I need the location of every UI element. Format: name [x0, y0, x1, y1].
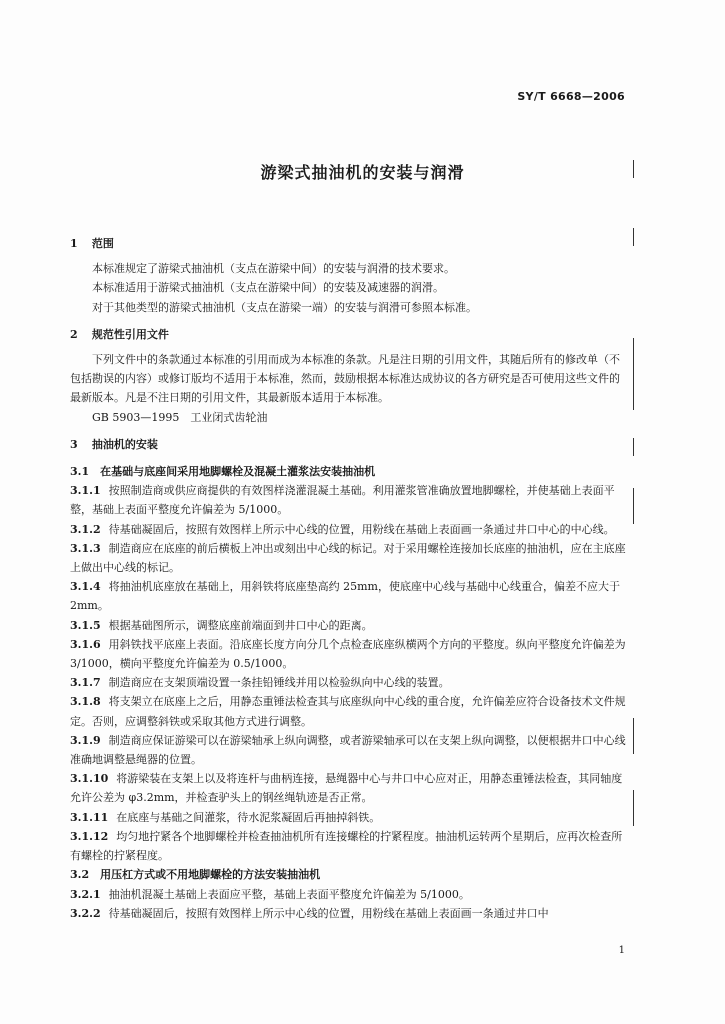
subsection-heading: 3.1 在基础与底座间采用地脚螺栓及混凝土灌浆法安装抽油机 — [70, 465, 376, 479]
standard-code: SY/T 6668—2006 — [517, 90, 625, 103]
clause-text: 待基础凝固后，按照有效图样上所示中心线的位置，用粉线在基础上表面画一条通过井口中 — [108, 906, 549, 920]
clause — [70, 827, 630, 865]
clause — [70, 539, 630, 577]
clause — [70, 904, 630, 923]
clause — [70, 885, 630, 904]
clause-text: 抽油机混凝土基础上表面应平整，基础上表面平整度允许偏差为 5/1000。 — [108, 887, 470, 901]
clause — [70, 616, 630, 635]
revision-bar — [633, 438, 634, 456]
clause — [70, 692, 630, 730]
paragraph: 下列文件中的条款通过本标准的引用而成为本标准的条款。凡是注日期的引用文件，其随后所有的修改单（不包括勘误的内容）或修订版均不适用于本标准，然而，鼓励根据本标准达成协议的各方研究是否可使用这些文件的最新版本。凡是不注日期的引用文件，其最新版本适用于本标准。 — [70, 353, 620, 405]
clause-number: 3.2.2 — [70, 906, 101, 920]
clause-number: 3.1.9 — [70, 733, 101, 747]
clause — [70, 769, 630, 807]
subsection-heading: 3.2 用压杠方式或不用地脚螺栓的方法安装抽油机 — [70, 868, 321, 882]
clause — [70, 577, 630, 615]
clause-text: 制造商应在底座的前后横板上冲出或刻出中心线的标记。对于采用螺栓连接加长底座的抽油机，应在主底座上做出中心线的标记。 — [70, 541, 626, 575]
clause — [70, 731, 630, 769]
clause-number: 3.1.12 — [70, 829, 109, 843]
clause — [70, 635, 630, 673]
clause — [70, 481, 630, 519]
clause-text: 制造商应在支架顶端设置一条挂铅锤线并用以检验纵向中心线的装置。 — [108, 676, 450, 690]
section-heading: 3 抽油机的安装 — [70, 437, 158, 451]
clause-text: 用斜铁找平底座上表面。沿底座长度方向分几个点检查底座纵横两个方向的平整度。纵向平整度允许偏差为 3/1000，横向平整度允许偏差为 0.5/1000。 — [70, 637, 626, 671]
paragraph: 本标准适用于游梁式抽油机（支点在游梁中间）的安装及减速器的润滑。 — [92, 281, 444, 295]
revision-bar — [633, 718, 634, 754]
clause-number: 3.1.7 — [70, 676, 101, 690]
document-title: 游梁式抽油机的安装与润滑 — [260, 163, 465, 182]
clause-number: 3.1.2 — [70, 522, 101, 536]
clause-number: 3.1.11 — [70, 810, 109, 824]
section-heading: 2 规范性引用文件 — [70, 327, 169, 341]
revision-bar — [633, 488, 634, 524]
page-number: 1 — [618, 945, 625, 956]
clause-text: 制造商应保证游梁可以在游梁轴承上纵向调整，或者游梁轴承可以在支架上纵向调整，以便根据井口中心线准确地调整悬绳器的位置。 — [70, 733, 626, 767]
clause — [70, 673, 630, 692]
paragraph: 本标准规定了游梁式抽油机（支点在游梁中间）的安装与润滑的技术要求。 — [92, 262, 455, 276]
clause-number: 3.1.10 — [70, 772, 109, 786]
paragraph: GB 5903—1995 工业闭式齿轮油 — [92, 410, 268, 424]
clause-number: 3.1.4 — [70, 580, 101, 594]
clause-number: 3.1.1 — [70, 484, 101, 498]
paragraph: 对于其他类型的游梁式抽油机（支点在游梁一端）的安装与润滑可参照本标准。 — [92, 300, 477, 314]
clause-number: 3.2.1 — [70, 887, 101, 901]
clause-text: 将抽油机底座放在基础上，用斜铁将底座垫高约 25mm，使底座中心线与基础中心线重合，偏差不应大于 2mm。 — [70, 580, 620, 613]
clause-number: 3.1.8 — [70, 695, 101, 709]
document-body — [70, 234, 630, 923]
revision-bar — [633, 338, 634, 410]
clause-text: 均匀地拧紧各个地脚螺栓并检查抽油机所有连接螺栓的拧紧程度。抽油机运转两个星期后，应再次检查所有螺栓的拧紧程度。 — [70, 829, 623, 863]
revision-bar — [633, 790, 634, 826]
revision-bar — [633, 160, 634, 178]
clause-text: 在底座与基础之间灌浆，待水泥浆凝固后再抽掉斜铁。 — [116, 810, 381, 824]
clause-text: 将游梁装在支架上以及将连杆与曲柄连接，悬绳器中心与井口中心应对正，用静态重锤法检查，其同轴度允许公差为 φ3.2mm，并检查驴头上的钢丝绳轨迹是否正常。 — [70, 772, 623, 805]
clause-number: 3.1.6 — [70, 637, 101, 651]
clause-text: 根据基础图所示，调整底座前端面到井口中心的距离。 — [108, 618, 373, 632]
clause — [70, 808, 630, 827]
revision-bar — [633, 228, 634, 246]
clause — [70, 520, 630, 539]
clause-text: 将支架立在底座上之后，用静态重锤法检查其与底座纵向中心线的重合度，允许偏差应符合设备技术文件规定。否则，应调整斜铁或采取其他方式进行调整。 — [70, 695, 626, 728]
clause-text: 待基础凝固后，按照有效图样上所示中心线的位置，用粉线在基础上表面画一条通过井口中心的中心线。 — [108, 522, 615, 536]
section-heading: 1 范围 — [70, 237, 114, 250]
clause-number: 3.1.3 — [70, 541, 101, 555]
clause-text: 按照制造商或供应商提供的有效图样浇灌混凝土基础。利用灌浆管准确放置地脚螺栓，并使基础上表面平整，基础上表面平整度允许偏差为 5/1000。 — [70, 484, 615, 517]
clause-number: 3.1.5 — [70, 618, 101, 632]
